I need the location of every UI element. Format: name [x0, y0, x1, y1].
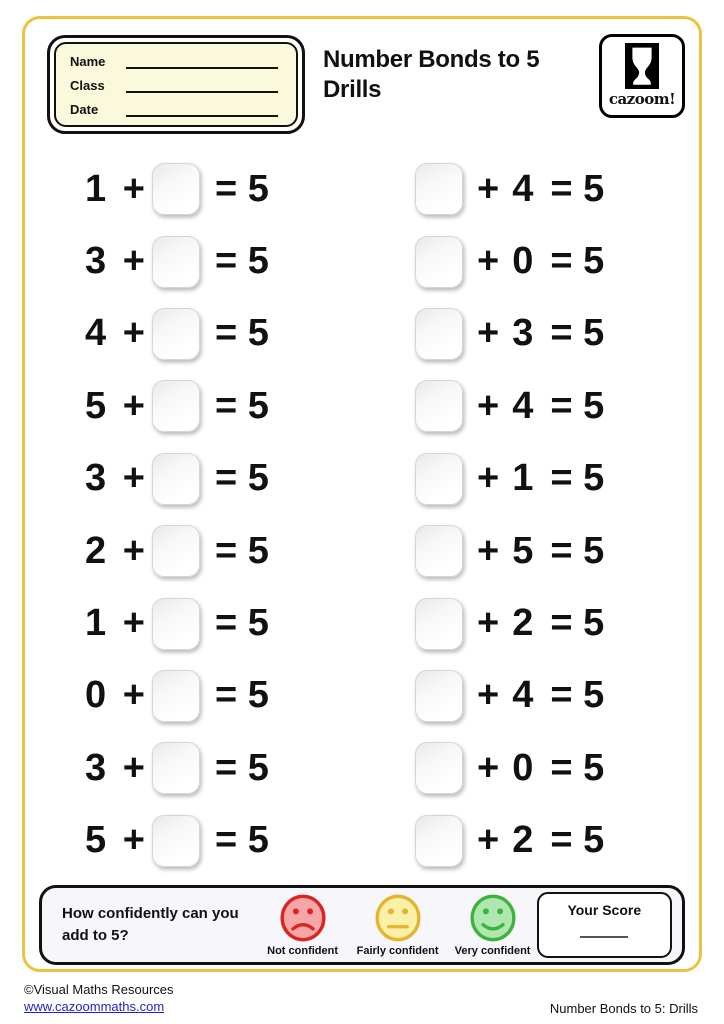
- equation-result: = 5: [550, 674, 605, 717]
- equation-lead: [85, 530, 152, 573]
- equation-second-number: 0: [512, 240, 534, 283]
- equation-mid: [477, 385, 533, 428]
- equation-row: [362, 370, 699, 442]
- equation-result: = 5: [215, 602, 269, 645]
- plus-sign: +: [122, 602, 145, 645]
- equation-lead: [85, 240, 152, 283]
- answer-box[interactable]: [152, 598, 200, 650]
- equation-result: = 5: [215, 819, 269, 862]
- equation-row: [25, 443, 362, 515]
- equation-second-number: 4: [512, 384, 534, 427]
- equation-row: [25, 153, 362, 225]
- answer-box[interactable]: [415, 236, 463, 288]
- equation-result: = 5: [550, 312, 605, 355]
- cazoom-logo: [599, 34, 685, 118]
- equation-second-number: 5: [512, 529, 534, 572]
- confidence-bar: [39, 885, 685, 965]
- equation-lead: [85, 819, 152, 862]
- equation-result: = 5: [550, 819, 605, 862]
- right-column: [362, 153, 699, 883]
- answer-box[interactable]: [152, 670, 200, 722]
- score-box: [537, 892, 672, 958]
- logo-text: cazoom!: [608, 90, 676, 108]
- plus-sign: +: [477, 529, 500, 572]
- equation-first-number: 2: [85, 529, 107, 572]
- page-title-line1: Number Bonds to 5: [323, 46, 540, 73]
- equation-second-number: 4: [512, 167, 534, 210]
- equation-row: [362, 298, 699, 370]
- plus-sign: +: [122, 819, 145, 862]
- answer-box[interactable]: [415, 598, 463, 650]
- equation-mid: [477, 602, 533, 645]
- answer-box[interactable]: [152, 308, 200, 360]
- problems-area: [25, 153, 699, 883]
- plus-sign: +: [122, 674, 145, 717]
- face-label: Fairly confident: [356, 945, 439, 957]
- equation-row: [362, 443, 699, 515]
- equation-result: = 5: [215, 240, 269, 283]
- equation-first-number: 1: [85, 167, 107, 210]
- plus-sign: +: [122, 746, 145, 789]
- equation-second-number: 4: [512, 674, 534, 717]
- face-option-fairly-confident[interactable]: [354, 893, 442, 957]
- equation-result: = 5: [215, 384, 269, 427]
- plus-sign: +: [122, 384, 145, 427]
- footer: [24, 981, 698, 1016]
- equation-result: = 5: [215, 529, 269, 572]
- page-title: [323, 45, 593, 105]
- face-label: Not confident: [267, 945, 339, 957]
- plus-sign: +: [122, 529, 145, 572]
- equation-first-number: 0: [85, 674, 107, 717]
- plus-sign: +: [477, 167, 500, 210]
- equation-result: = 5: [550, 384, 605, 427]
- student-info-inner: [54, 42, 298, 127]
- answer-box[interactable]: [415, 525, 463, 577]
- equation-first-number: 5: [85, 819, 107, 862]
- sheet-border: [22, 16, 702, 972]
- equation-result: = 5: [215, 167, 269, 210]
- equation-second-number: 0: [512, 746, 534, 789]
- class-label: Class: [70, 78, 105, 93]
- equation-mid: [477, 168, 533, 211]
- document-title: Number Bonds to 5: Drills: [549, 1001, 698, 1016]
- answer-box[interactable]: [152, 163, 200, 215]
- equation-second-number: 2: [512, 602, 534, 645]
- plus-sign: +: [477, 602, 500, 645]
- equation-lead: [85, 312, 152, 355]
- equation-result: = 5: [215, 457, 269, 500]
- plus-sign: +: [122, 312, 145, 355]
- equation-mid: [477, 747, 533, 790]
- equation-first-number: 3: [85, 746, 107, 789]
- date-row: [70, 102, 282, 117]
- equation-row: [25, 370, 362, 442]
- equation-lead: [85, 385, 152, 428]
- equation-mid: [477, 819, 533, 862]
- equation-second-number: 2: [512, 819, 534, 862]
- face-label: Very confident: [454, 945, 531, 957]
- answer-box[interactable]: [152, 742, 200, 794]
- equation-row: [362, 805, 699, 877]
- neutral-face-icon: [373, 893, 423, 943]
- plus-sign: +: [477, 312, 500, 355]
- equation-row: [25, 805, 362, 877]
- answer-box[interactable]: [415, 380, 463, 432]
- score-label: Your Score: [567, 902, 642, 918]
- answer-box[interactable]: [415, 670, 463, 722]
- equation-mid: [477, 240, 533, 283]
- equation-second-number: 3: [512, 312, 534, 355]
- name-label: Name: [70, 54, 106, 69]
- equation-first-number: 5: [85, 384, 107, 427]
- equation-row: [362, 587, 699, 659]
- equation-row: [25, 732, 362, 804]
- equation-lead: [85, 674, 152, 717]
- website-link[interactable]: www.cazoommaths.com: [24, 999, 165, 1015]
- sad-face-icon: [278, 893, 328, 943]
- student-info-box: [47, 35, 305, 134]
- equation-row: [362, 732, 699, 804]
- plus-sign: +: [477, 674, 500, 717]
- date-label: Date: [70, 102, 99, 117]
- page-title-line2: Drills: [323, 76, 382, 103]
- confidence-question: [62, 903, 251, 947]
- name-row: [70, 54, 282, 69]
- answer-box[interactable]: [415, 163, 463, 215]
- equation-row: [25, 515, 362, 587]
- equation-result: = 5: [550, 529, 605, 572]
- face-option-very-confident[interactable]: [449, 893, 537, 957]
- equation-row: [362, 153, 699, 225]
- happy-face-icon: [468, 893, 518, 943]
- equation-row: [362, 515, 699, 587]
- answer-box[interactable]: [152, 525, 200, 577]
- score-line[interactable]: [580, 936, 628, 938]
- equation-lead: [85, 168, 152, 211]
- face-option-not-confident[interactable]: [259, 893, 347, 957]
- equation-result: = 5: [215, 674, 269, 717]
- equation-lead: [85, 602, 152, 645]
- equation-first-number: 3: [85, 457, 107, 500]
- copyright-text: ©Visual Maths Resources: [24, 981, 174, 997]
- class-row: [70, 78, 282, 93]
- equation-result: = 5: [550, 240, 605, 283]
- equation-first-number: 4: [85, 312, 107, 355]
- name-line[interactable]: [126, 55, 278, 69]
- plus-sign: +: [477, 240, 500, 283]
- answer-box[interactable]: [415, 308, 463, 360]
- answer-box[interactable]: [152, 815, 200, 867]
- equation-row: [25, 660, 362, 732]
- plus-sign: +: [122, 457, 145, 500]
- plus-sign: +: [122, 167, 145, 210]
- equation-mid: [477, 457, 533, 500]
- equation-mid: [477, 530, 533, 573]
- answer-box[interactable]: [152, 380, 200, 432]
- date-line[interactable]: [126, 103, 278, 117]
- equation-row: [25, 587, 362, 659]
- equation-result: = 5: [215, 312, 269, 355]
- equation-row: [362, 660, 699, 732]
- plus-sign: +: [477, 384, 500, 427]
- equation-row: [25, 298, 362, 370]
- confidence-question-line1: How confidently can you: [62, 905, 239, 923]
- left-column: [25, 153, 362, 883]
- plus-sign: +: [477, 457, 500, 500]
- equation-lead: [85, 457, 152, 500]
- equation-mid: [477, 312, 533, 355]
- answer-box[interactable]: [415, 742, 463, 794]
- equation-second-number: 1: [512, 457, 534, 500]
- equation-result: = 5: [550, 167, 605, 210]
- equation-mid: [477, 674, 533, 717]
- equation-result: = 5: [550, 602, 605, 645]
- answer-box[interactable]: [415, 815, 463, 867]
- goblet-icon: [625, 43, 659, 89]
- answer-box[interactable]: [152, 236, 200, 288]
- confidence-question-line2: add to 5?: [62, 927, 129, 944]
- answer-box[interactable]: [152, 453, 200, 505]
- answer-box[interactable]: [415, 453, 463, 505]
- equation-first-number: 3: [85, 240, 107, 283]
- equation-result: = 5: [215, 746, 269, 789]
- equation-lead: [85, 747, 152, 790]
- equation-result: = 5: [550, 457, 605, 500]
- plus-sign: +: [477, 819, 500, 862]
- plus-sign: +: [477, 746, 500, 789]
- confidence-options: [259, 893, 537, 957]
- equation-row: [362, 225, 699, 297]
- equation-first-number: 1: [85, 602, 107, 645]
- plus-sign: +: [122, 240, 145, 283]
- equation-row: [25, 225, 362, 297]
- equation-result: = 5: [550, 746, 605, 789]
- class-line[interactable]: [126, 79, 278, 93]
